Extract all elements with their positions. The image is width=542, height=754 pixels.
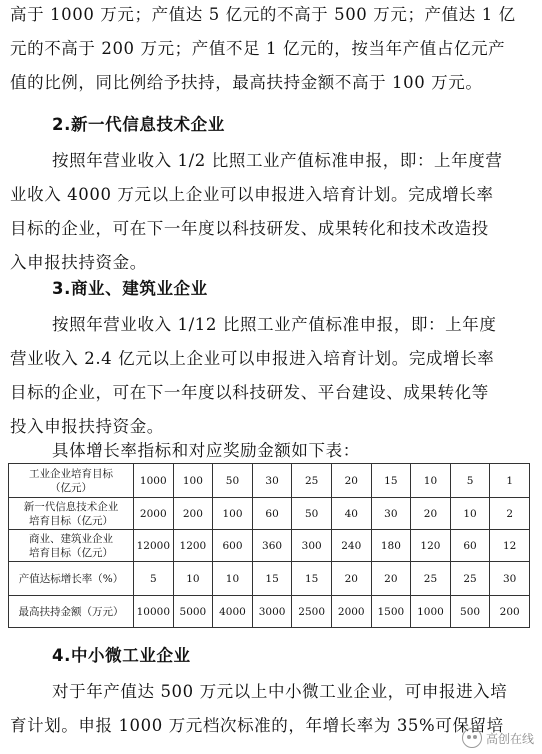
table-cell: 25 — [450, 562, 490, 596]
table-cell: 20 — [411, 498, 451, 530]
paragraph-line: 对于年产值达 500 万元以上中小微工业企业，可申报进入培 — [52, 682, 508, 701]
table-cell: 2000 — [331, 596, 371, 628]
paragraph-line: 按照年营业收入 1/2 比照工业产值标准申报，即：上年度营 — [52, 151, 503, 170]
table-cell: 60 — [252, 498, 292, 530]
row-label — [9, 562, 134, 596]
table-cell: 10 — [173, 562, 213, 596]
table-cell: 1000 — [134, 464, 174, 498]
row-label-line: 培育目标（亿元） — [29, 546, 113, 559]
table-cell: 240 — [331, 530, 371, 562]
paragraph-line: 按照年营业收入 1/12 比照工业产值标准申报，即：上年度 — [52, 315, 497, 334]
table-cell: 180 — [371, 530, 411, 562]
table-cell: 1 — [490, 464, 530, 498]
table-cell: 3000 — [252, 596, 292, 628]
table-cell: 100 — [213, 498, 253, 530]
table-cell: 15 — [252, 562, 292, 596]
table-cell: 15 — [292, 562, 332, 596]
table-cell: 5 — [134, 562, 174, 596]
section-heading: 2.新一代信息技术企业 — [52, 115, 225, 134]
table-row — [9, 596, 530, 628]
table-row — [9, 530, 530, 562]
row-label-line: 培育目标（亿元） — [29, 514, 113, 527]
table-cell: 40 — [331, 498, 371, 530]
table-cell: 10 — [450, 498, 490, 530]
row-label — [9, 596, 134, 628]
table-row — [9, 562, 530, 596]
table-cell: 2000 — [134, 498, 174, 530]
table-cell: 12000 — [134, 530, 174, 562]
table-cell: 12 — [490, 530, 530, 562]
table-cell: 100 — [173, 464, 213, 498]
table-cell: 20 — [331, 562, 371, 596]
table-intro: 具体增长率指标和对应奖励金额如下表： — [52, 441, 360, 460]
table-cell: 30 — [371, 498, 411, 530]
watermark — [462, 728, 534, 748]
paragraph-line: 投入申报扶持资金。 — [10, 417, 164, 436]
wechat-logo-icon — [462, 728, 482, 748]
table-cell: 30 — [252, 464, 292, 498]
paragraph-line: 高于 1000 万元；产值达 5 亿元的不高于 500 万元；产值达 1 亿 — [10, 5, 516, 24]
paragraph-line: 值的比例，同比例给予扶持，最高扶持金额不高于 100 万元。 — [10, 73, 483, 92]
watermark-text: 高创在线 — [485, 731, 534, 746]
table-cell: 600 — [213, 530, 253, 562]
table-cell: 4000 — [213, 596, 253, 628]
table-cell: 10 — [213, 562, 253, 596]
row-label-line: （亿元） — [50, 481, 92, 494]
row-label-line: 商业、建筑业企业 — [29, 532, 113, 545]
table-cell: 25 — [292, 464, 332, 498]
growth-rate-table — [8, 463, 530, 628]
table-cell: 120 — [411, 530, 451, 562]
section-heading: 3.商业、建筑业企业 — [52, 279, 208, 298]
paragraph-line: 目标的企业，可在下一年度以科技研发、平台建设、成果转化等 — [10, 383, 489, 402]
table-cell: 1500 — [371, 596, 411, 628]
table-cell: 20 — [331, 464, 371, 498]
row-label-line: 最高扶持金额（万元） — [18, 605, 124, 618]
table-cell: 15 — [371, 464, 411, 498]
paragraph-line: 营业收入 2.4 亿元以上企业可以申报进入培育计划。完成增长率 — [10, 349, 495, 368]
table-cell: 60 — [450, 530, 490, 562]
table-cell: 25 — [411, 562, 451, 596]
section-heading: 4.中小微工业企业 — [52, 646, 191, 665]
row-label-line: 工业企业培育目标 — [29, 467, 113, 480]
paragraph-line: 育计划。申报 1000 万元档次标准的，年增长率为 35%可保留培 — [10, 716, 504, 735]
table-cell: 5 — [450, 464, 490, 498]
table-cell: 50 — [292, 498, 332, 530]
table-cell: 10000 — [134, 596, 174, 628]
table-cell: 1200 — [173, 530, 213, 562]
row-label-line: 产值达标增长率（%） — [18, 572, 124, 585]
table-cell: 500 — [450, 596, 490, 628]
table-cell: 50 — [213, 464, 253, 498]
paragraph-line: 业收入 4000 万元以上企业可以申报进入培育计划。完成增长率 — [10, 185, 494, 204]
table-row — [9, 464, 530, 498]
row-label — [9, 464, 134, 498]
paragraph-line: 元的不高于 200 万元；产值不足 1 亿元的，按当年产值占亿元产 — [10, 39, 506, 58]
table-cell: 20 — [371, 562, 411, 596]
row-label — [9, 530, 134, 562]
table-cell: 200 — [490, 596, 530, 628]
table-cell: 200 — [173, 498, 213, 530]
table-cell: 300 — [292, 530, 332, 562]
table-cell: 5000 — [173, 596, 213, 628]
paragraph-line: 入申报扶持资金。 — [10, 253, 147, 272]
paragraph-line: 目标的企业，可在下一年度以科技研发、成果转化和技术改造投 — [10, 219, 489, 238]
row-label-line: 新一代信息技术企业 — [23, 500, 119, 513]
table-cell: 360 — [252, 530, 292, 562]
table-cell: 2 — [490, 498, 530, 530]
table-cell: 30 — [490, 562, 530, 596]
table-cell: 2500 — [292, 596, 332, 628]
table-row — [9, 498, 530, 530]
row-label — [9, 498, 134, 530]
table-cell: 1000 — [411, 596, 451, 628]
table-cell: 10 — [411, 464, 451, 498]
